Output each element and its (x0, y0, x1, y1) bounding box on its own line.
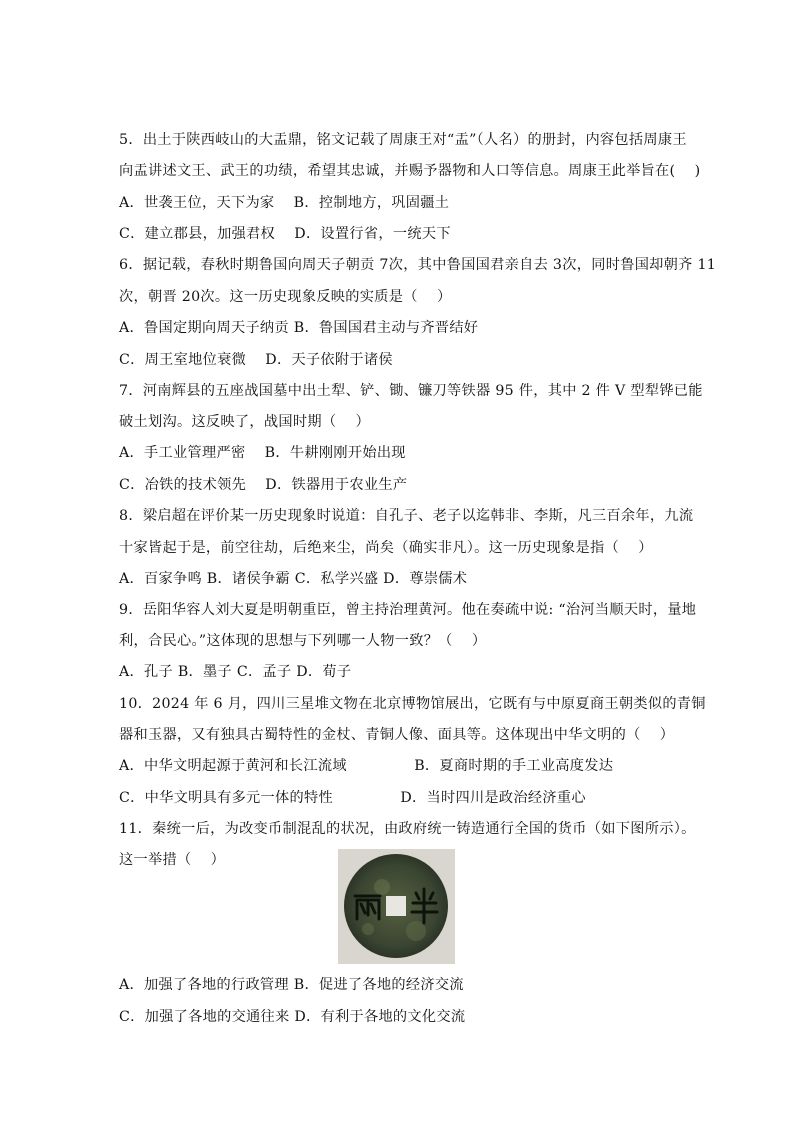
q10-stem-line-2: 器和玉器，又有独具古蜀特性的金杖、青铜人像、面具等。这体现出中华文明的（ ） (119, 727, 675, 743)
q9-stem-line-2: 利，合民心。”这体现的思想与下列哪一人物一致？（ ） (119, 633, 487, 649)
q7-stem-line-1: 7．河南辉县的五座战国墓中出土犁、铲、锄、镰刀等铁器 95 件，其中 2 件 V 型犁铧已能 (119, 383, 703, 399)
q11-stem-line-2: 这一举措（ ） (119, 852, 226, 868)
q5-option-line-2[interactable]: C．建立郡县，加强君权 D．设置行省，一统天下 (119, 226, 451, 242)
q10-option-line-1[interactable]: A．中华文明起源于黄河和长江流域 B．夏商时期的手工业高度发达 (119, 758, 614, 774)
q11-option-line-2[interactable]: C．加强了各地的交通往来 D．有利于各地的文化交流 (119, 1009, 466, 1025)
q8-stem-line-2: 十家皆起于是，前空往劫，后绝来尘，尚矣（确实非凡）。这一历史现象是指（ ） (119, 540, 653, 556)
q6-stem-line-2: 次，朝晋 20次。这一历史现象反映的实质是（ ） (119, 289, 452, 305)
q7-option-line-2[interactable]: C．冶铁的技术领先 D．铁器用于农业生产 (119, 477, 408, 493)
q10-stem-line-1: 10．2024 年 6 月，四川三星堆文物在北京博物馆展出，它既有与中原夏商王朝类似的青铜 (119, 696, 706, 712)
q7-option-line-1[interactable]: A．手工业管理严密 B．牛耕刚刚开始出现 (119, 445, 406, 461)
q8-stem-line-1: 8．梁启超在评价某一历史现象时说道：自孔子、老子以迄韩非、李斯，凡三百余年，九流 (119, 508, 694, 524)
q10-option-line-2[interactable]: C．中华文明具有多元一体的特性 D．当时四川是政治经济重心 (119, 790, 586, 806)
q6-stem-line-1: 6．据记载，春秋时期鲁国向周天子朝贡 7次，其中鲁国国君亲自去 3次，同时鲁国却朝齐 11 (119, 257, 717, 273)
ban-liang-coin-icon (338, 849, 455, 964)
q6-option-line-1[interactable]: A．鲁国定期向周天子纳贡 B．鲁国国君主动与齐晋结好 (119, 320, 479, 336)
q5-stem-line-2: 向盂讲述文王、武王的功绩，希望其忠诚，并赐予器物和人口等信息。周康王此举旨在( ) (119, 163, 701, 179)
q5-option-line-1[interactable]: A．世袭王位，天下为家 B．控制地方，巩固疆土 (119, 195, 450, 211)
q6-option-line-2[interactable]: C．周王室地位衰微 D．天子依附于诸侯 (119, 352, 393, 368)
q8-option-line-1[interactable]: A．百家争鸣 B．诸侯争霸 C．私学兴盛 D．尊崇儒术 (119, 571, 468, 587)
q11-option-line-1[interactable]: A．加强了各地的行政管理 B．促进了各地的经济交流 (119, 977, 464, 993)
q11-stem-line-1: 11．秦统一后，为改变币制混乱的状况，由政府统一铸造通行全国的货币（如下图所示）。 (119, 821, 696, 837)
q7-stem-line-2: 破土划沟。这反映了，战国时期（ ） (119, 414, 371, 430)
q9-option-line-1[interactable]: A．孔子 B．墨子 C．孟子 D．荀子 (119, 664, 352, 680)
q9-stem-line-1: 9．岳阳华容人刘大夏是明朝重臣，曾主持治理黄河。他在奏疏中说: “治河当顺天时，量地 (119, 602, 697, 618)
ban-liang-coin-figure (338, 849, 455, 964)
q5-stem-line-1: 5．出土于陕西岐山的大盂鼎，铭文记载了周康王对“盂”（人名）的册封，内容包括周康王 (119, 132, 687, 148)
